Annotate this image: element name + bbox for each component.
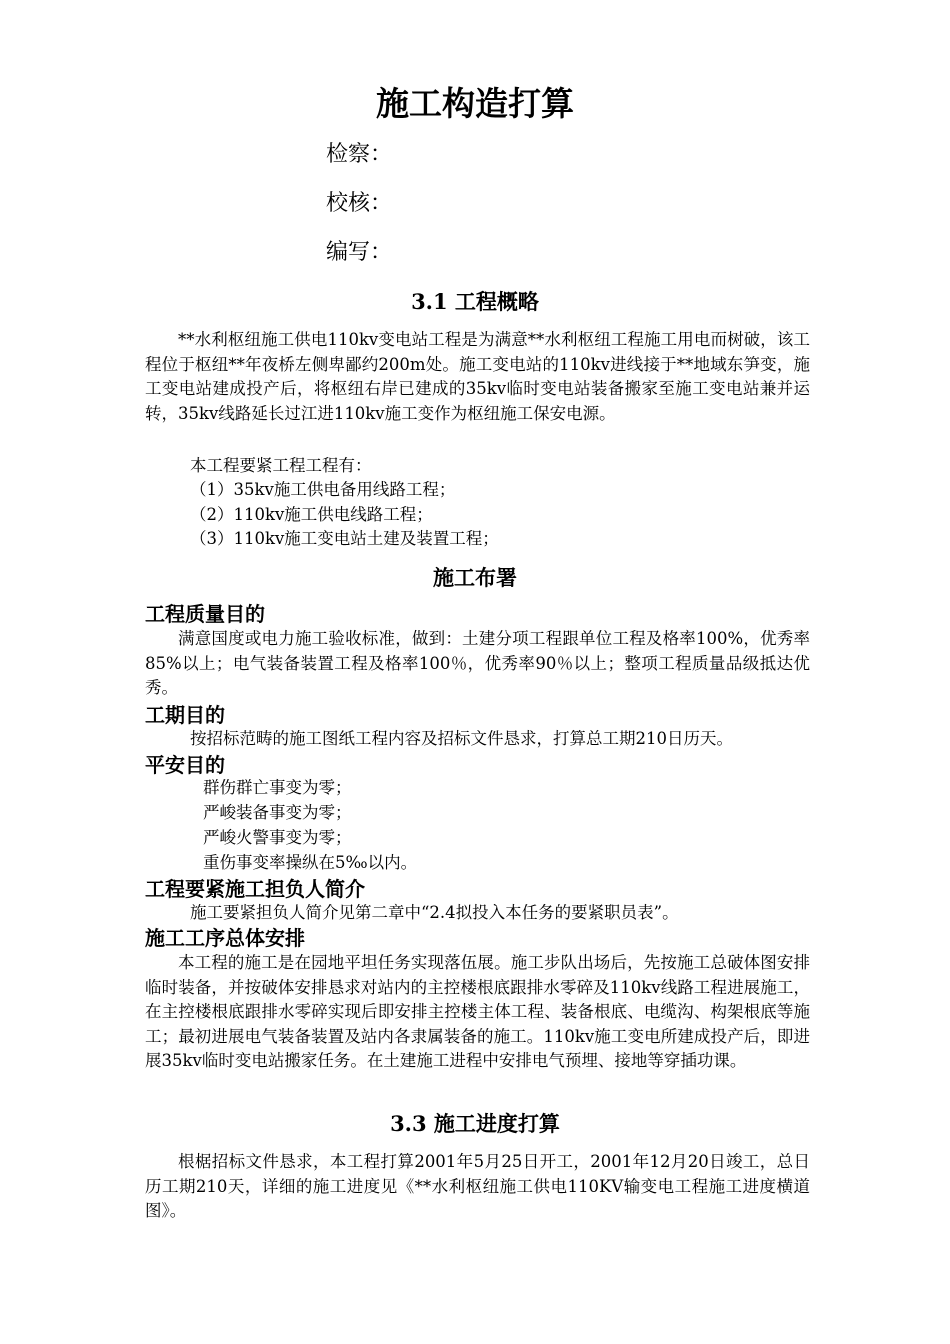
signature-inspect: 检察：	[326, 142, 393, 167]
main-item-1: （1）35kv施工供电备用线路工程；	[190, 480, 456, 499]
schedule-heading: 工期目的	[145, 703, 225, 727]
main-item-2: （2）110kv施工供电线路工程；	[190, 505, 433, 524]
safety-item-2: 严峻装备事变为零；	[203, 803, 352, 822]
section-3-3-text: 根椐招标文件恳求，本工程打算2001年5月25日开工，2001年12月20日竣工，总日历工期210天，详细的施工进度见《**水利枢纽施工供电110KV输变电工程施工进度横道图》。	[145, 1152, 810, 1220]
quality-text: 满意国度或电力施工验收标准，做到：土建分项工程跟单位工程及格率100%，优秀率85%以上；电气装备装置工程及格率100％，优秀率90％以上；整项工程质量品级抵达优秀。	[145, 629, 810, 697]
safety-heading: 平安目的	[145, 753, 225, 777]
safety-item-4: 重伤事变率操纵在5‰以内。	[203, 853, 418, 872]
section-3-1-intro: **水利枢纽施工供电110kv变电站工程是为满意**水利枢纽工程施工用电而树破，该工程位于枢纽**年夜桥左侧卑鄙约200m处。施工变电站的110kv进线接于**地域东笋变，施工变电站建成投产后，将枢纽右岸已建成的35kv临时变电站装备搬家至施工变电站兼并运转，35kv线路延长过江进110kv施工变作为枢纽施工保安电源。	[145, 330, 810, 423]
document-title: 施工构造打算	[376, 84, 574, 123]
leaders-text: 施工要紧担负人简介见第二章中“2.4拟投入本任务的要紧职员表”。	[190, 903, 679, 922]
main-items-label: 本工程要紧工程工程有：	[190, 456, 372, 475]
leaders-heading: 工程要紧施工担负人简介	[145, 877, 365, 901]
section-3-3-heading: 3.3 施工进度打算	[390, 1111, 560, 1136]
sequence-text: 本工程的施工是在园地平坦任务实现落伍展。施工步队出场后，先按施工总破体图安排临时装备，并按破体安排恳求对站内的主控楼根底跟排水零碎及110kv线路工程进展施工，在主控楼根底跟排水零碎实现后即安排主控楼主体工程、装备根底、电缆沟、构架根底等施工；最初进展电气装备装置及站内各隶属装备的施工。110kv施工变电所建成投产后，即进展35kv临时变电站搬家任务。在土建施工进程中安排电气预埋、接地等穿插功课。	[145, 953, 810, 1070]
signature-author: 编写：	[326, 240, 393, 265]
quality-heading: 工程质量目的	[145, 602, 265, 626]
section-deploy-heading: 施工布署	[433, 565, 517, 590]
section-3-1-heading: 3.1 工程概略	[411, 289, 539, 314]
safety-item-1: 群伤群亡事变为零；	[203, 778, 352, 797]
signature-review: 校核：	[326, 191, 393, 216]
schedule-text: 按招标范畴的施工图纸工程内容及招标文件恳求，打算总工期210日历天。	[190, 729, 733, 748]
sequence-heading: 施工工序总体安排	[145, 926, 305, 950]
main-item-3: （3）110kv施工变电站土建及装置工程；	[190, 529, 499, 548]
safety-item-3: 严峻火警事变为零；	[203, 828, 352, 847]
